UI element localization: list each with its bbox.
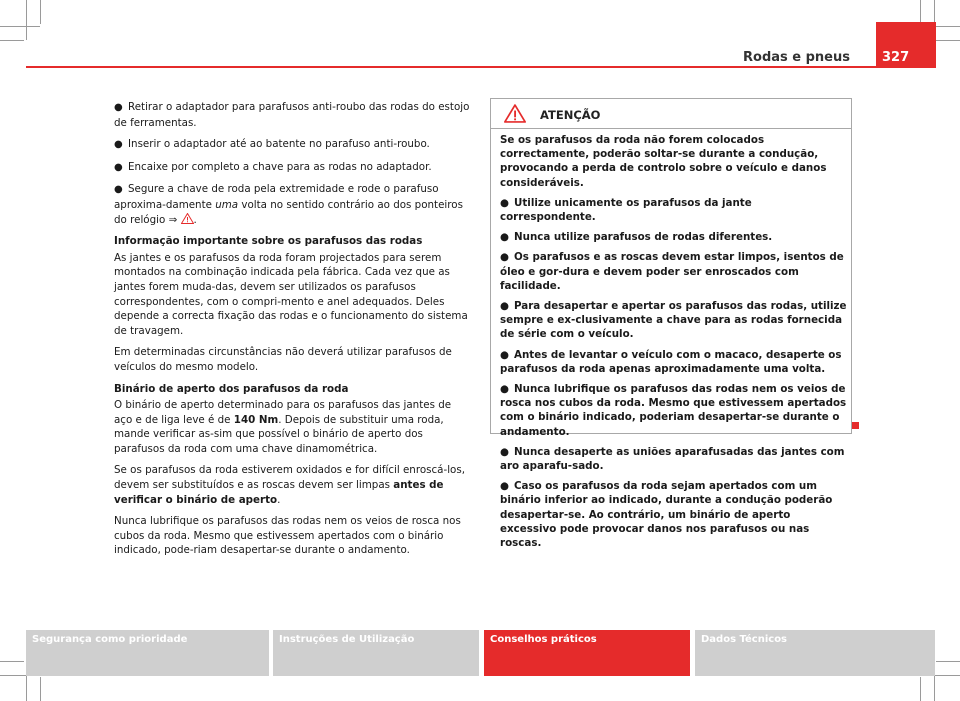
list-item-text: Nunca lubrifique os parafusos das rodas nem os veios de rosca nos cubos da roda. Mesmo que estivessem apertados com o binário indicado, poderiam desapertar-se durante o andamento.: [500, 383, 847, 438]
paragraph-text: .: [277, 493, 281, 506]
list-item-text: Utilize unicamente os parafusos da jante correspondente.: [500, 196, 752, 224]
crop-mark: [40, 0, 41, 24]
list-item-text: Caso os parafusos da roda sejam apertados com um binário inferior ao indicado, durante a condução poderão desapertar-se. Ao contrário, um binário de aperto excessivo pode provocar danos nos parafusos ou nas roscas.: [500, 480, 833, 550]
crop-mark: [936, 661, 960, 662]
list-item-text: Os parafusos e as roscas devem estar limpos, isentos de óleo e gor-dura e devem poder ser enroscados com facilidade.: [500, 251, 844, 292]
section-heading: Informação importante sobre os parafusos das rodas: [114, 235, 423, 248]
tab-instrucoes[interactable]: [273, 630, 479, 676]
paragraph: [114, 398, 470, 456]
list-item: ● Segure a chave de roda pela extremidade e rode o parafuso aproxima-damente uma volta no sentido contrário ao dos ponteiros do relógio ⇒ .: [114, 183, 463, 226]
list-item: [500, 382, 850, 439]
list-item-text: Para desapertar e apertar os parafusos das rodas, utilize sempre e ex-clusivamente a chave para as rodas fornecida de série com o veículo.: [500, 300, 847, 341]
section-title: Rodas e pneus: [743, 50, 850, 65]
warning-triangle-icon[interactable]: [181, 213, 194, 224]
tab-label: Conselhos práticos: [490, 634, 597, 645]
paragraph: As jantes e os parafusos da roda foram projectados para serem montados na combinação indicada pela fábrica. Cada vez que as jantes forem muda-das, devem ser utilizados os parafusos correspondentes, com o compri-mento e anel adequados. Deles depende a correcta fixação das rodas e o funcionamento do sistema de travagem.: [114, 251, 468, 337]
paragraph-text: O binário de aperto determinado para os parafusos das jantes de aço e de liga leve é de: [114, 399, 452, 426]
list-item-text: Nunca desaperte as uniões aparafusadas das jantes com aro aparafu-sado.: [500, 445, 845, 473]
tab-seguranca[interactable]: [26, 630, 269, 676]
warning-title: ATENÇÃO: [540, 108, 601, 122]
paragraph: [114, 463, 470, 507]
bullet-dot-icon: ●: [500, 348, 509, 361]
tab-label: Instruções de Utilização: [279, 634, 415, 645]
list-item: [114, 137, 470, 153]
list-item: [500, 299, 850, 342]
list-item-text: Retirar o adaptador para parafusos anti-roubo das rodas do estojo de ferramentas.: [114, 101, 470, 129]
header-rule: [26, 66, 936, 68]
warning-intro: Se os parafusos da roda não forem colocados correctamente, poderão soltar-se durante a condução, provocando a perda de controlo sobre o veículo e danos consideráveis.: [500, 134, 827, 189]
list-item: [500, 230, 850, 244]
emphasis-text: uma: [215, 198, 239, 211]
list-item: [500, 250, 850, 293]
bullet-dot-icon: ●: [114, 184, 123, 196]
crop-mark: [26, 0, 27, 40]
bullet-dot-icon: ●: [114, 139, 123, 151]
list-item: [500, 196, 850, 224]
list-item: [500, 479, 850, 550]
page-number: 327: [882, 50, 910, 65]
list-item-text: Antes de levantar o veículo com o macaco, desaperte os parafusos da roda apenas aproximadamente uma volta.: [500, 348, 842, 375]
tab-label: Dados Técnicos: [701, 634, 788, 645]
tab-dados-tecnicos[interactable]: [695, 630, 935, 676]
list-item: [500, 445, 850, 473]
list-item-text: Nunca utilize parafusos de rodas diferentes.: [514, 231, 773, 244]
list-item-text: Encaixe por completo a chave para as rodas no adaptador.: [128, 160, 432, 173]
emphasis-text: antes de verificar o binário de aperto: [114, 479, 444, 506]
paragraph: Em determinadas circunstâncias não deverá utilizar parafusos de veículos do mesmo modelo.: [114, 346, 452, 373]
crop-mark: [0, 26, 40, 27]
paragraph-text: . Depois de substituir uma roda, mande verificar as-sim que possível o binário de aperto dos parafusos da roda com uma chave dinamométrica.: [114, 413, 444, 455]
crop-mark: [936, 40, 960, 41]
paragraph-text: Se os parafusos da roda estiverem oxidados e for difícil enroscá-los, devem ser substituídos e as roscas devem ser limpas: [114, 464, 465, 492]
section-heading: Binário de aperto dos parafusos da roda: [114, 382, 349, 395]
warning-triangle-icon: [504, 104, 526, 123]
tab-label: Segurança como prioridade: [32, 634, 188, 645]
crop-mark: [920, 677, 921, 701]
bullet-dot-icon: ●: [114, 161, 123, 173]
list-item: [114, 160, 470, 176]
section-end-square-icon: [852, 422, 859, 429]
bullet-dot-icon: ●: [500, 231, 509, 244]
bullet-dot-icon: ●: [114, 102, 123, 113]
warning-box: [490, 98, 852, 550]
crop-mark: [920, 0, 921, 24]
left-column: [114, 100, 470, 565]
list-item: [500, 348, 850, 376]
paragraph: Nunca lubrifique os parafusos das rodas nem os veios de rosca nos cubos da roda. Mesmo que estivessem apertados com o binário indicado, pode-riam desapertar-se durante o andamento.: [114, 515, 461, 557]
bullet-dot-icon: ●: [500, 383, 509, 396]
bullet-dot-icon: ●: [500, 445, 509, 458]
list-item: [114, 100, 470, 130]
warning-header: [491, 99, 851, 129]
crop-mark: [0, 40, 24, 41]
list-item-text: volta no sentido contrário ao dos ponteiros do relógio ⇒: [114, 198, 463, 226]
crop-mark: [0, 661, 24, 662]
list-item-text: Inserir o adaptador até ao batente no parafuso anti-roubo.: [128, 138, 430, 151]
crop-mark: [40, 677, 41, 701]
torque-value: 140 Nm: [233, 413, 279, 426]
list-item-text: Segure a chave de roda pela extremidade e rode o parafuso aproxima-damente: [114, 183, 439, 211]
bullet-dot-icon: ●: [500, 480, 509, 493]
tab-conselhos[interactable]: [484, 630, 690, 676]
warning-body: [500, 133, 850, 556]
bullet-dot-icon: ●: [500, 251, 509, 264]
bullet-dot-icon: ●: [500, 196, 509, 209]
bullet-dot-icon: ●: [500, 300, 509, 313]
